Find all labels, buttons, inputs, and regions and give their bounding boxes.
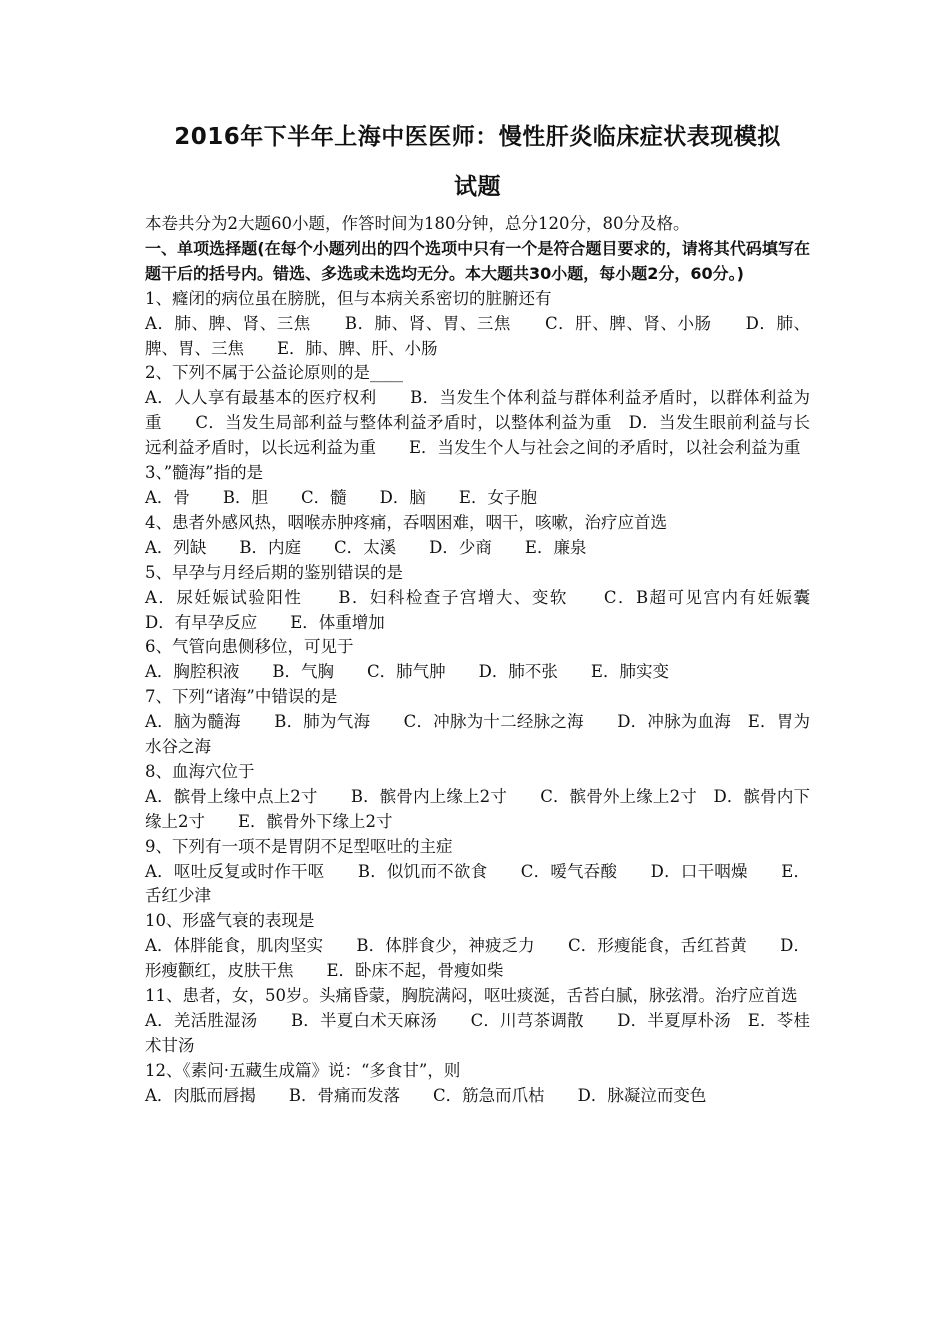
question-stem: 12、《素问·五藏生成篇》说：“多食甘”，则 xyxy=(145,1060,461,1080)
question-stem: 6、气管向患侧移位，可见于 xyxy=(145,637,354,657)
question-stem: 2、下列不属于公益论原则的是____ xyxy=(145,363,403,383)
question-stem: 10、形盛气衰的表现是 xyxy=(145,911,315,931)
question-options: A．体胖能食，肌肉坚实 B．体胖食少，神疲乏力 C．形瘦能食，舌红苔黄 D．形瘦颧红，皮肤干焦 E．卧床不起，骨瘦如柴 xyxy=(145,936,810,981)
question-options: A．髌骨上缘中点上2寸 B．髌骨内上缘上2寸 C．髌骨外上缘上2寸 D．髌骨内下缘上2寸 E．髌骨外下缘上2寸 xyxy=(145,786,810,831)
question-options: A．人人享有最基本的医疗权利 B．当发生个体利益与群体利益矛盾时，以群体利益为重 C．当发生局部利益与整体利益矛盾时，以整体利益为重 D．当发生眼前利益与长远利益矛盾时，以长远利益为重 E．当发生个人与社会之间的矛盾时，以社会利益为重 xyxy=(145,388,810,458)
document-page xyxy=(145,112,843,1109)
question-stem: 1、癃闭的病位虽在膀胱，但与本病关系密切的脏腑还有 xyxy=(145,288,552,308)
question-options: A．列缺 B．内庭 C．太溪 D．少商 E．廉泉 xyxy=(145,537,587,557)
question-stem: 9、下列有一项不是胃阴不足型呕吐的主症 xyxy=(145,836,453,856)
question-options: A．肺、脾、肾、三焦 B．肺、肾、胃、三焦 C．肝、脾、肾、小肠 D．肺、脾、胃、三焦 E．肺、脾、肝、小肠 xyxy=(145,313,810,358)
question-options: A．骨 B．胆 C．髓 D．脑 E．女子胞 xyxy=(145,487,537,507)
question-options: A．呕吐反复或时作干呕 B．似饥而不欲食 C．嗳气吞酸 D．口干咽燥 E．舌红少津 xyxy=(145,861,810,906)
question-stem: 11、患者，女，50岁。头痛昏蒙，胸脘满闷，呕吐痰涎，舌苔白腻，脉弦滑。治疗应首选 xyxy=(145,986,798,1006)
question-options: A．脑为髓海 B．肺为气海 C．冲脉为十二经脉之海 D．冲脉为血海 E．胃为水谷之海 xyxy=(145,712,810,757)
document-body xyxy=(145,212,843,1109)
question-stem: 3、”髓海”指的是 xyxy=(145,463,264,483)
section-header: 一、单项选择题(在每个小题列出的四个选项中只有一个是符合题目要求的，请将其代码填写在题干后的括号内。错选、多选或未选均无分。本大题共30小题，每小题2分，60分。) xyxy=(145,238,810,283)
question-options: A．尿妊娠试验阳性 B．妇科检查子宫增大、变软 C．B超可见宫内有妊娠囊 D．有早孕反应 E．体重增加 xyxy=(145,587,843,632)
exam-intro: 本卷共分为2大题60小题，作答时间为180分钟，总分120分，80分及格。 xyxy=(145,214,690,233)
question-options: A．羌活胜湿汤 B．半夏白术天麻汤 C．川芎茶调散 D．半夏厚朴汤 E．苓桂术甘汤 xyxy=(145,1011,810,1055)
document-title-line-2: 试题 xyxy=(454,174,501,200)
document-title-line-1: 2016年下半年上海中医医师：慢性肝炎临床症状表现模拟 xyxy=(174,124,781,150)
question-options: A．胸腔积液 B．气胸 C．肺气肿 D．肺不张 E．肺实变 xyxy=(145,662,669,682)
question-stem: 4、患者外感风热，咽喉赤肿疼痛，吞咽困难，咽干，咳嗽，治疗应首选 xyxy=(145,512,667,532)
question-stem: 5、早孕与月经后期的鉴别错误的是 xyxy=(145,562,403,582)
question-stem: 8、血海穴位于 xyxy=(145,761,255,781)
question-options: A．肉胝而唇揭 B．骨痛而发落 C．筋急而爪枯 D．脉凝泣而变色 xyxy=(145,1085,707,1105)
question-stem: 7、下列“诸海”中错误的是 xyxy=(145,687,338,707)
